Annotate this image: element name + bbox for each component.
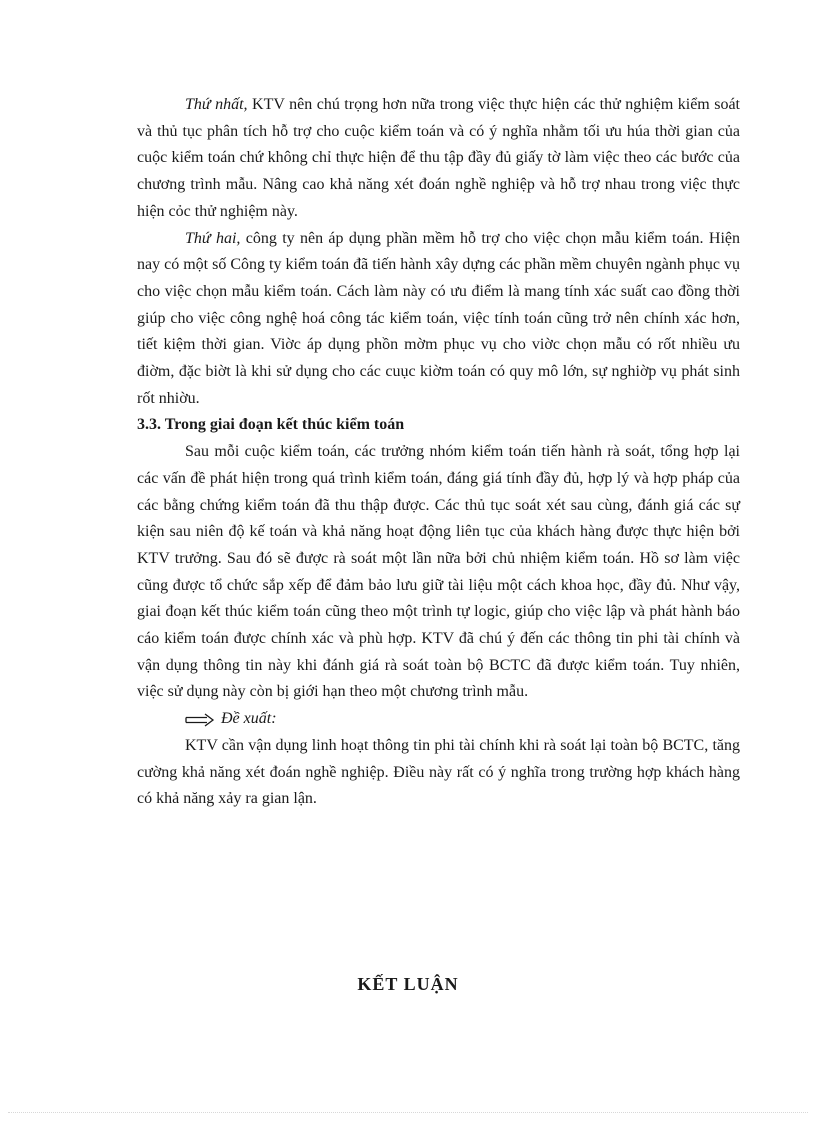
paragraph-proposal: KTV cần vận dụng linh hoạt thông tin phi tài chính khi rà soát lại toàn bộ BCTC, tăng cường khả năng xét đoán nghề nghiệp. Điều này rất có ý nghĩa trong trường hợp khách hàng có khả năng xảy ra gian lận. xyxy=(137,736,740,808)
conclusion-title: KẾT LUẬN xyxy=(357,974,459,994)
document-body xyxy=(137,92,740,813)
paragraph-second-point xyxy=(137,226,740,413)
paragraph-first-point xyxy=(137,92,740,226)
first-point-text: KTV nên chú trọng hơn nữa trong việc thực hiện các thử nghiệm kiểm soát và thủ tục phân tích hỗ trợ cho cuộc kiểm toán và có ý nghĩa nhằm tối ưu húa thời gian của cuộc kiểm toán chứ không chỉ thực hiện để thu tập đầy đủ giấy tờ làm việc theo các bước của chương trình mẫu. Nâng cao khả năng xét đoán nghề nghiệp và hỗ trợ nhau trong việc thực hiện cỏc thử nghiệm này. xyxy=(137,96,740,220)
proposal-label: Đề xuất: xyxy=(221,710,277,728)
page-bottom-divider xyxy=(8,1112,808,1113)
double-right-arrow-icon xyxy=(185,713,215,727)
second-point-lead: Thứ hai, xyxy=(185,229,241,247)
paragraph-closing-stage: Sau mỗi cuộc kiểm toán, các trưởng nhóm kiểm toán tiến hành rà soát, tổng hợp lại các vấn đề phát hiện trong quá trình kiểm toán, đáng giá tính đầy đủ, hợp lý và hợp pháp của các bằng chứng kiểm toán đã thu thập được. Các thủ tục soát xét sau cùng, đánh giá các sự kiện sau niên độ kế toán và khả năng hoạt động liên tục của khách hàng được thực hiện bởi KTV trưởng. Sau đó sẽ được rà soát một lần nữa bởi chủ nhiệm kiểm toán. Hồ sơ làm việc cũng được tổ chức sắp xếp để đảm bảo lưu giữ tài liệu một cách khoa học, đầy đủ. Như vậy, giai đoạn kết thúc kiểm toán cũng theo một trình tự logic, giúp cho việc lập và phát hành báo cáo kiểm toán được chính xác và phù hợp. KTV đã chú ý đến các thông tin phi tài chính và vận dụng thông tin này khi đánh giá rà soát toàn bộ BCTC đã được kiểm toán. Tuy nhiên, việc sử dụng này còn bị giới hạn theo một chương trình mẫu. xyxy=(137,443,740,701)
proposal-label-line xyxy=(137,706,740,733)
first-point-lead: Thứ nhất, xyxy=(185,96,248,113)
second-point-text: công ty nên áp dụng phần mềm hỗ trợ cho việc chọn mẫu kiểm toán. Hiện nay có một số Công ty kiểm toán đã tiến hành xây dựng các phần mềm chuyên ngành phục vụ cho việc chọn mẫu kiểm toán. Cách làm này có ưu điểm là mang tính xác suất cao đồng thời giúp cho việc công nghệ hoá công tác kiểm toán, việc tính toán cũng trở nên chính xác hơn, tiết kiệm thời gian. Viờc áp dụng phồn mờm phục vụ cho viờc chọn mẫu có rốt nhiều ưu điờm, đặc biờt là khi sử dụng cho các cuục kiờm toán có quy mô lớn, sự nghiờp vụ phát sinh rốt nhiờu. xyxy=(137,229,740,407)
section-heading-3-3: 3.3. Trong giai đoạn kết thúc kiểm toán xyxy=(137,416,405,434)
